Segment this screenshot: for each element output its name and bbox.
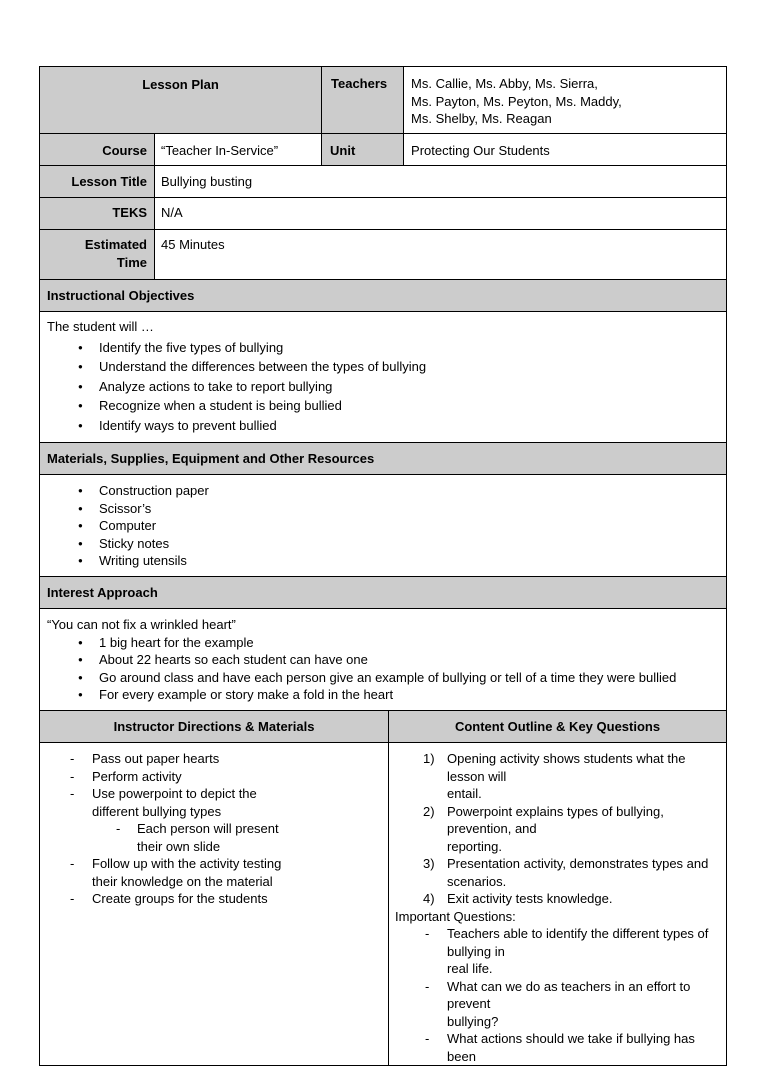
content-outline-item: [395, 803, 726, 856]
interest-item: ● 1 big heart for the example: [47, 634, 726, 652]
unit-label: Unit: [322, 134, 404, 166]
content-outline-text: reporting.: [447, 838, 502, 854]
content-outline-number: 1): [423, 751, 435, 766]
interest-item: ● Go around class and have each person give an example of bullying or tell of a time they were bullied: [47, 669, 726, 687]
teachers-line: Ms. Payton, Ms. Peyton, Ms. Maddy,: [411, 93, 622, 109]
objectives-section: [40, 312, 727, 443]
objective-item: ● Understand the differences between the types of bullying: [47, 357, 726, 377]
content-outline-item: [395, 890, 726, 908]
materials-section: [40, 475, 727, 577]
interest-item: ● About 22 hearts so each student can have one: [47, 651, 726, 669]
estimated-time-label: [40, 230, 155, 280]
direction-item-text: their own slide: [137, 838, 221, 854]
content-outline-text: Exit activity tests knowledge.: [447, 891, 613, 906]
content-outline-text: Presentation activity, demonstrates types and scenarios.: [447, 856, 709, 889]
interest-intro: “You can not fix a wrinkled heart”: [47, 617, 236, 632]
course-value: “Teacher In-Service”: [155, 134, 322, 166]
material-item: ● Scissor’s: [47, 500, 726, 518]
teachers-line: Ms. Callie, Ms. Abby, Ms. Sierra,: [411, 76, 598, 91]
content-outline-text: entail.: [447, 786, 482, 801]
question-text: - What can we do as teachers in an effort to prevent: [447, 978, 691, 1011]
objectives-intro: The student will …: [47, 319, 154, 334]
lesson-plan-title: Lesson Plan: [40, 67, 322, 134]
direction-item: [40, 785, 388, 820]
question-text: - Teachers able to identify the different types of bullying in: [447, 926, 709, 959]
direction-item-text: Create groups for the students: [92, 891, 268, 906]
question-item: [395, 978, 726, 1031]
objective-item: ● Identify ways to prevent bullied: [47, 416, 726, 436]
objective-item: ● Recognize when a student is being bullied: [47, 396, 726, 416]
teks-label: TEKS: [40, 198, 155, 230]
interest-heading: Interest Approach: [40, 577, 727, 609]
direction-item-text: Perform activity: [92, 768, 182, 784]
content-outline-text: Powerpoint explains types of bullying, prevention, and: [447, 803, 664, 836]
unit-value: Protecting Our Students: [404, 134, 727, 166]
interest-item: ● For every example or story make a fold in the heart: [47, 686, 726, 704]
content-section: [389, 743, 727, 1066]
question-text: - What actions should we take if bullying has been: [447, 1031, 695, 1064]
content-outline-item: [395, 750, 726, 803]
questions-label: Important Questions:: [395, 908, 516, 924]
material-item: ● Writing utensils: [47, 552, 726, 570]
direction-item-text: - Each person will present: [137, 821, 279, 836]
lesson-plan-table: [39, 66, 727, 1066]
direction-item-text: their knowledge on the material: [92, 873, 273, 889]
direction-subitem: [40, 820, 388, 855]
estimated-time-label-line: Time: [116, 254, 147, 270]
direction-item-text: - Use powerpoint to depict the: [92, 786, 257, 801]
direction-item-text: - Follow up with the activity testing: [92, 856, 282, 871]
content-heading: Content Outline & Key Questions: [389, 711, 727, 743]
course-label: Course: [40, 134, 155, 166]
question-item: [395, 925, 726, 978]
content-outline-item: [395, 855, 726, 890]
material-item: ● Computer: [47, 517, 726, 535]
objectives-heading: Instructional Objectives: [40, 280, 727, 312]
directions-section: [40, 743, 389, 1066]
direction-item-text: Pass out paper hearts: [92, 751, 220, 766]
direction-item: [40, 890, 388, 908]
estimated-time-value: 45 Minutes: [155, 230, 727, 280]
direction-item-text: different bullying types: [92, 803, 222, 819]
material-item: ● Sticky notes: [47, 535, 726, 553]
interest-section: [40, 609, 727, 711]
question-text: bullying?: [447, 1013, 499, 1029]
direction-item: [40, 855, 388, 890]
objective-item: ● Identify the five types of bullying: [47, 338, 726, 358]
question-item: [395, 1030, 726, 1065]
objective-item: ● Analyze actions to take to report bullying: [47, 377, 726, 397]
teachers-value: [404, 67, 727, 134]
estimated-time-label-line: Estimated: [84, 237, 147, 252]
content-outline-number: 2): [423, 803, 435, 819]
content-outline-number: 4): [423, 891, 435, 906]
direction-item: [40, 750, 388, 768]
lesson-title-value: Bullying busting: [155, 166, 727, 198]
question-text: real life.: [447, 961, 493, 976]
directions-heading: Instructor Directions & Materials: [40, 711, 389, 743]
teachers-line: Ms. Shelby, Ms. Reagan: [411, 111, 552, 126]
direction-item: [40, 768, 388, 786]
content-outline-number: 3): [423, 856, 435, 871]
teks-value: N/A: [155, 198, 727, 230]
teachers-label: Teachers: [322, 67, 404, 134]
lesson-plan-document: [39, 66, 726, 1066]
materials-heading: Materials, Supplies, Equipment and Other Resources: [40, 443, 727, 475]
material-item: ● Construction paper: [47, 482, 726, 500]
content-outline-text: Opening activity shows students what the lesson will: [447, 751, 686, 784]
lesson-title-label: Lesson Title: [40, 166, 155, 198]
